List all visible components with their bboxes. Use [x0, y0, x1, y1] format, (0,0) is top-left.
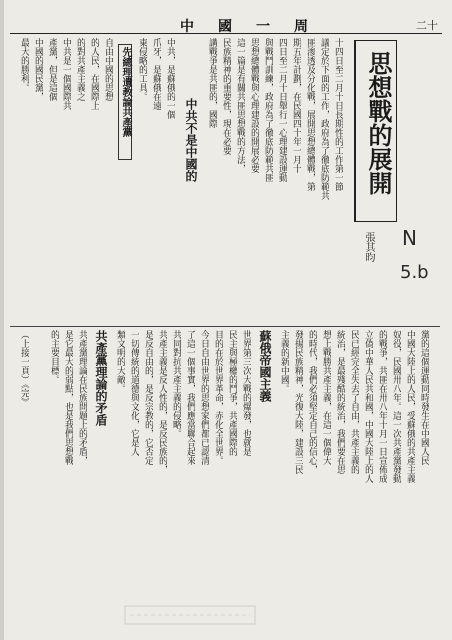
page-header	[10, 14, 442, 34]
section-divider	[10, 326, 440, 327]
text-column: 的時代，我們必須堅定自己的信心，	[307, 330, 317, 474]
text-column: 產黨，但是這個	[47, 38, 57, 101]
text-column: 統治，是最殘酷的統治，我們要在思	[335, 330, 345, 474]
text-column: 中國的國民黨，	[33, 38, 43, 101]
text-column: 這一篇是有關共匪思想戰的方法，	[235, 38, 245, 173]
text-column: 十四日至二月十日長期性的工作第一節	[333, 38, 343, 191]
text-column: 的主要目標。	[49, 330, 59, 384]
article-title-box	[354, 40, 397, 222]
text-column: 思想總體戰與心理建設的開展必要	[249, 38, 259, 173]
page-edge	[0, 0, 4, 640]
text-column: 四日至二月十日舉行一心理建設運動	[277, 38, 287, 182]
text-column: 立偽中華人民共和國，中國大陸上的人	[363, 330, 373, 483]
handwritten-note-2: 5.b	[400, 262, 429, 283]
text-column: 的對共產主義之	[75, 38, 85, 101]
text-column: 一切傳統的道德與文化，它是人	[129, 330, 139, 456]
text-column: 民已經完全失去了自由，共產主義的	[349, 330, 359, 474]
text-column: 講戰爭是共匪的，國際	[207, 38, 217, 128]
publication-title: 中國一周	[180, 19, 332, 35]
faded-stamp-mark	[120, 600, 260, 630]
text-column: 類文明的大敵。	[115, 330, 125, 393]
text-column: 共產主義是反人性的，是反民族的，	[157, 330, 167, 474]
text-column: 發揚民族精神，光復大陸，建設三民	[293, 330, 303, 474]
text-column: 共同對抗共產主義的侵略。	[171, 330, 181, 438]
text-column: 東侵略的工具。	[137, 38, 147, 101]
text-column: 與戰鬥訓練，政府為了徹底防範共匪	[263, 38, 273, 182]
text-column: 最大的勝利。	[19, 38, 29, 92]
text-column: 的戰爭，共匪在卅八年十月一日宣佈成	[377, 330, 387, 483]
text-column: 奴役，民國卅八年。這一次共產黨發動	[391, 330, 401, 483]
text-column: 的人民，在國際上	[89, 38, 99, 110]
text-column: 主義的新中國。	[279, 330, 289, 393]
text-column: 世界第三次大戰的爆發，也就是	[241, 330, 251, 456]
text-column: 自由中國的思想	[103, 38, 113, 101]
text-column: 是反自由的，是反宗教的，它否定	[143, 330, 153, 465]
text-column: 匪渗透及分化戰，展開思想總體戰，第	[305, 38, 315, 191]
text-column: 今日自由世界的思想家們都已認清	[199, 330, 209, 465]
article-title: 思想戰的展開	[364, 51, 393, 195]
text-column: 民族精神的重要性，現在必要	[221, 38, 231, 155]
section-subhead: 蘇俄帝國主義	[258, 330, 272, 402]
top-section	[14, 38, 354, 320]
text-column: 想上戰勝共產主義，在這一個偉大	[321, 330, 331, 465]
text-column: 是它最大的弱點，也是我們思想戰	[63, 330, 73, 465]
text-column: 黨的這個運動同時發生在中國人民	[419, 330, 429, 465]
text-column: 期五年計劃，在民國四十年一月十	[291, 38, 301, 173]
bottom-section	[14, 330, 434, 630]
text-column: 共產黨理論在民族問題上的矛盾，	[77, 330, 87, 465]
text-column: 中共是一個國際共	[61, 38, 71, 110]
text-column: 議定於下面的工作，政府為了徹底防範共	[319, 38, 329, 200]
continuation-note: （上接一頁）《完》	[19, 330, 29, 407]
text-column: 了這一個事實，我們應當聯合起來	[185, 330, 195, 465]
text-column: 中共，是蘇俄的一個	[165, 38, 175, 119]
header-rule	[10, 33, 442, 34]
boxed-subhead: 先總理遺教論共產黨	[118, 44, 132, 160]
text-column: 目的在於世界革命，赤化全世界。	[213, 330, 223, 465]
text-column: 中國大陸上的人民，受蘇俄的共產主義	[405, 330, 415, 483]
text-column: 爪牙，是蘇俄在遠	[151, 38, 161, 110]
section-subhead: 中共不是中國的	[184, 98, 198, 182]
text-column: 民主與極權的鬥爭，共產國際的	[227, 330, 237, 456]
section-subhead: 共產黨理論的矛盾	[94, 330, 108, 426]
article-author: 張其昀	[363, 232, 374, 262]
handwritten-note: N	[402, 226, 417, 250]
page-number: 二十	[416, 19, 438, 32]
